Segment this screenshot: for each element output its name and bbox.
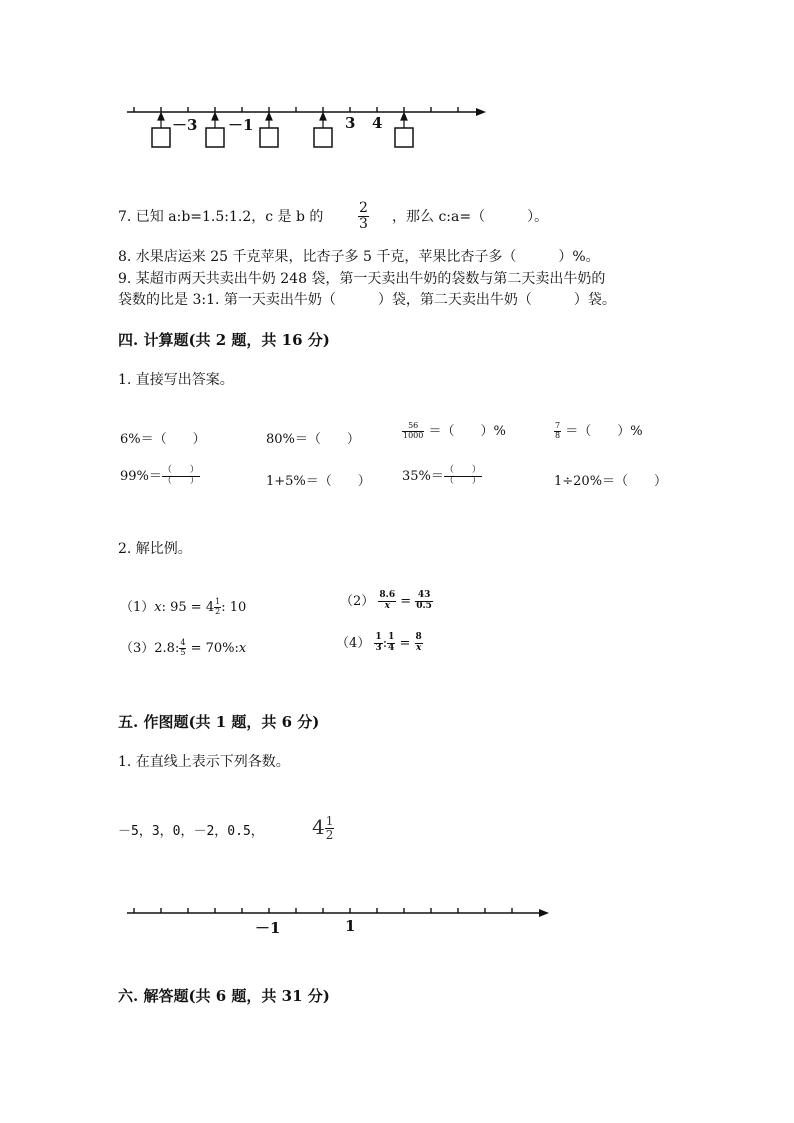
p3-mid: = 70%: (190, 641, 239, 656)
p3-label: （3） (120, 641, 155, 656)
calc-6: 1+5%＝（ ） (266, 474, 371, 489)
p1-x: x (154, 600, 162, 615)
calc-3-num: 56 (402, 422, 424, 432)
p4-den3: x (415, 643, 422, 653)
p3-left: 2.8: (154, 641, 180, 656)
calc-7-num: （ ） (444, 465, 481, 476)
section-4-sub1: 1. 直接写出答案。 (118, 372, 234, 388)
axis-label: 3 (345, 114, 356, 132)
calc-7-left: 35%＝ (402, 469, 444, 484)
p4-num3: 8 (415, 632, 422, 643)
p3-x: x (238, 641, 247, 656)
section-5-sub1: 1. 在直线上表示下列各数。 (118, 754, 290, 770)
calc-1: 6%＝（ ） (120, 432, 206, 447)
calc-5-num: （ ） (162, 465, 199, 476)
p2-den2: 0.5 (416, 601, 432, 611)
section-4-sub2: 2. 解比例。 (118, 541, 192, 557)
calc-3-den: 1000 (403, 431, 424, 440)
question-9-line1: 9. 某超市两天共卖出牛奶 248 袋，第一天卖出牛奶的袋数与第二天卖出牛奶的 (118, 271, 606, 287)
p3-frac-den: 5 (180, 648, 186, 657)
axis-label: －3 (172, 116, 198, 134)
calc-4-den: 8 (555, 431, 561, 440)
section-6-title: 六. 解答题(共 6 题，共 31 分) (118, 987, 330, 1005)
calc-2: 80%＝（ ） (266, 432, 360, 447)
p4-den2: 4 (388, 643, 395, 653)
p2-num1: 8.6 (379, 590, 396, 601)
numbers-list: －5，3，0，－2，0.5， (118, 824, 264, 839)
mixed-den: 2 (325, 828, 334, 843)
q7-prefix: 7. 已知 a:b=1.5:1.2，c 是 b 的 (118, 209, 324, 225)
calc-5-left: 99%＝ (120, 469, 162, 484)
p3-frac-num: 4 (180, 638, 186, 648)
calc-4-num: 7 (555, 421, 561, 431)
axis-label: －1 (228, 116, 254, 134)
axis-label-1: 1 (345, 917, 356, 935)
calc-3-tail: ＝（ ）% (428, 424, 506, 439)
question-8: 8. 水果店运来 25 千克苹果，比杏子多 5 千克，苹果比杏子多（ ）%。 (118, 249, 600, 265)
calc-8: 1÷20%＝（ ） (554, 474, 668, 489)
p1-end: : 10 (221, 600, 247, 615)
p2-den1: x (384, 601, 390, 611)
proportion-4: （4） $\frac{1}{3}$ : $\frac{1}{4}$ = $\frac{8}{x}$ (336, 632, 422, 653)
q7-suffix: ，那么 c:a=（ ）。 (392, 209, 549, 225)
question-9-line2: 袋数的比是 3:1. 第一天卖出牛奶（ ）袋，第二天卖出牛奶（ ）袋。 (118, 292, 616, 308)
p4-den1: 3 (375, 643, 382, 653)
calc-7-den: （ ） (444, 476, 481, 486)
p4-num1: 1 (375, 632, 382, 643)
calc-5-den: （ ） (162, 476, 199, 486)
p1-frac-num: 1 (215, 597, 221, 607)
q7-frac-num: 2 (359, 200, 368, 216)
p4-label: （4） (336, 636, 371, 651)
mixed-whole: 4 (312, 815, 325, 840)
section-4-title: 四. 计算题(共 2 题，共 16 分) (118, 331, 330, 349)
p2-num2: 43 (415, 591, 433, 602)
proportion-2: （2） $\frac{8.6}{x}$ = $\frac{43}{0.5}$ (340, 590, 432, 611)
q7-frac-den: 3 (359, 216, 368, 233)
p1-label: （1） (120, 600, 155, 615)
mixed-num: 1 (325, 814, 334, 828)
p4-num2: 1 (388, 632, 395, 643)
section-5-title: 五. 作图题(共 1 题，共 6 分) (118, 713, 320, 731)
axis-label-neg1: －1 (255, 919, 281, 937)
calc-4-tail: ＝（ ）% (565, 424, 643, 439)
axis-label: 4 (372, 114, 383, 132)
p1-mid: : 95 = 4 (161, 600, 215, 615)
p2-label: （2） (340, 594, 375, 609)
p1-frac-den: 2 (215, 607, 221, 616)
